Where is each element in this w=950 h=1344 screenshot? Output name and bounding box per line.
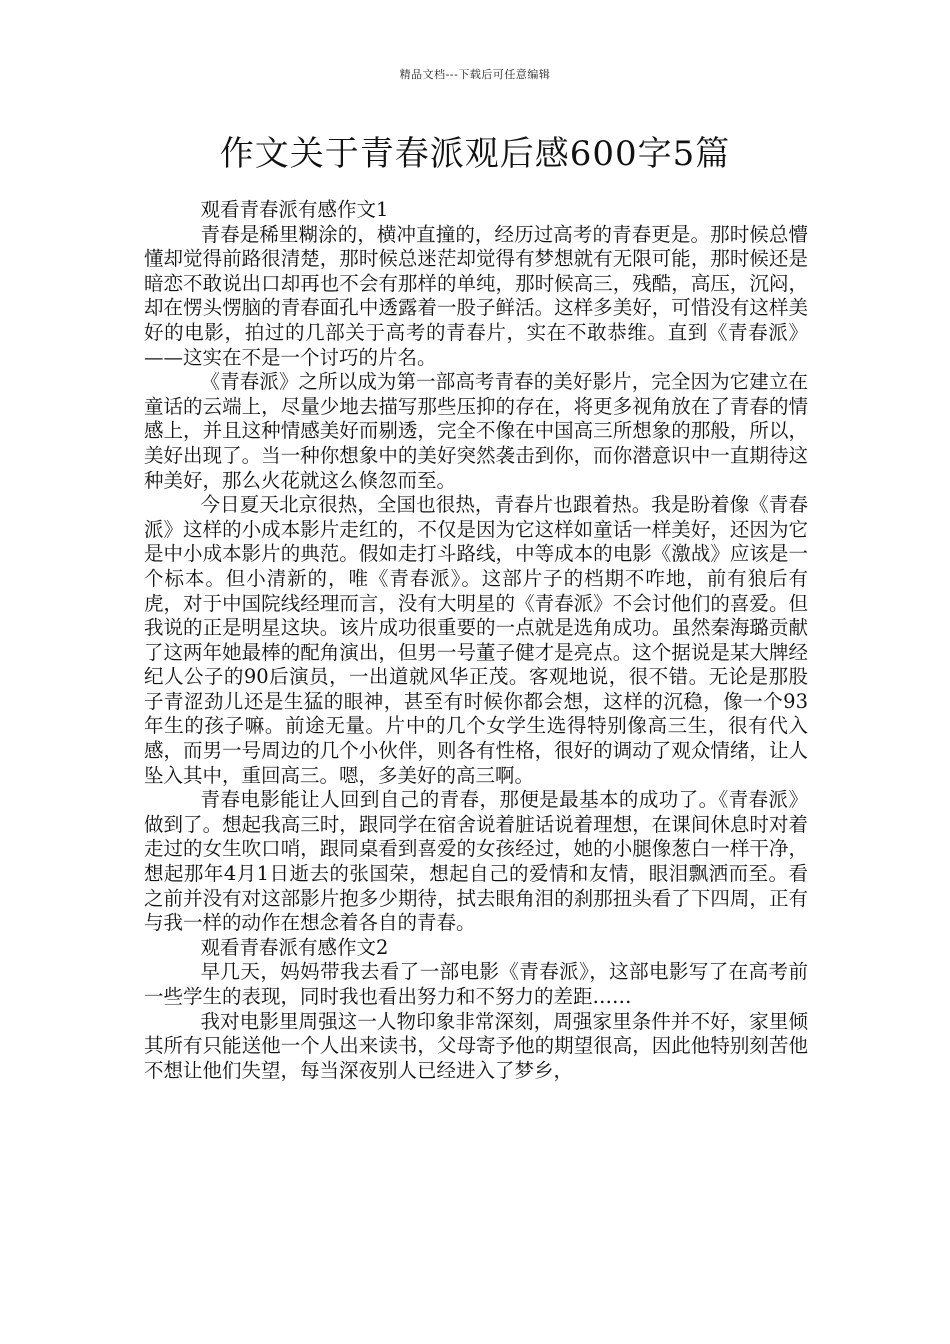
header-note: 精品文档---下载后可任意编辑 [399, 68, 551, 81]
paragraph: 我对电影里周强这一人物印象非常深刻，周强家里条件并不好，家里倾其所有只能送他一个人出来读书，父母寄予他的期望很高，因此他特别刻苦他不想让他们失望，每当深夜别人已经进入了梦乡， [144, 1009, 808, 1082]
paragraph: 青春是稀里糊涂的，横冲直撞的，经历过高考的青春更是。那时候总懵懂却觉得前路很清楚，那时候总迷茫却觉得有梦想就有无限可能，那时候还是暗恋不敢说出口却再也不会有那样的单纯，那时候高三，残酷，高压，沉闷，却在愣头愣脑的青春面孔中透露着一股子鲜活。这样多美好，可惜没有这样美好的电影，拍过的几部关于高考的青春片，实在不敢恭维。直到《青春派》——这实在不是一个讨巧的片名。 [144, 222, 808, 369]
paragraph: 早几天，妈妈带我去看了一部电影《青春派》，这部电影写了在高考前一些学生的表现，同时我也看出努力和不努力的差距…… [144, 960, 808, 1008]
paragraph: 《青春派》之所以成为第一部高考青春的美好影片，完全因为它建立在童话的云端上，尽量少地去描写那些压抑的存在，将更多视角放在了青春的情感上，并且这种情感美好而剔透，完全不像在中国高三所想象的那般，所以，美好出现了。当一种你想象中的美好突然袭击到你，而你潜意识中一直期待这种美好，那么火花就这么倏忽而至。 [144, 370, 808, 492]
section-heading: 观看青春派有感作文1 [200, 198, 389, 221]
section-heading: 观看青春派有感作文2 [200, 935, 389, 959]
document-title: 作文关于青春派观后感600字5篇 [219, 134, 731, 174]
paragraph: 今日夏天北京很热，全国也很热，青春片也跟着热。我是盼着像《青春派》这样的小成本影片走红的，不仅是因为它这样如童话一样美好，还因为它是中小成本影片的典范。假如走打斗路线，中等成本的电影《激战》应该是一个标本。但小清新的，唯《青春派》。这部片子的档期不咋地，前有狼后有虎，对于中国院线经理而言，没有大明星的《青春派》不会讨他们的喜爱。但我说的正是明星这块。该片成功很重要的一点就是选角成功。虽然秦海璐贡献了这两年她最棒的配角演出，但男一号董子健才是亮点。这个据说是某大牌经纪人公子的90后演员，一出道就风华正茂。客观地说，很不错。无论是那股子青涩劲儿还是生猛的眼神，甚至有时候你都会想，这样的沉稳，像一个93年生的孩子嘛。前途无量。片中的几个女学生选得特别像高三生，很有代入感，而男一号周边的几个小伙伴，则各有性格，很好的调动了观众情绪，让人坠入其中，重回高三。嗯，多美好的高三啊。 [144, 493, 808, 787]
paragraph: 青春电影能让人回到自己的青春，那便是最基本的成功了。《青春派》做到了。想起我高三时，跟同学在宿舍说着脏话说着理想，在课间休息时对着走过的女生吹口哨，跟同桌看到喜爱的女孩经过，她的小腿像葱白一样干净，想起那年4月1日逝去的张国荣，想起自己的爱情和友情，眼泪飘洒而至。看之前并没有对这部影片抱多少期待，拭去眼角泪的刹那扭头看了下四周，正有与我一样的动作在想念着各自的青春。 [144, 788, 808, 935]
document-body [144, 198, 808, 1083]
